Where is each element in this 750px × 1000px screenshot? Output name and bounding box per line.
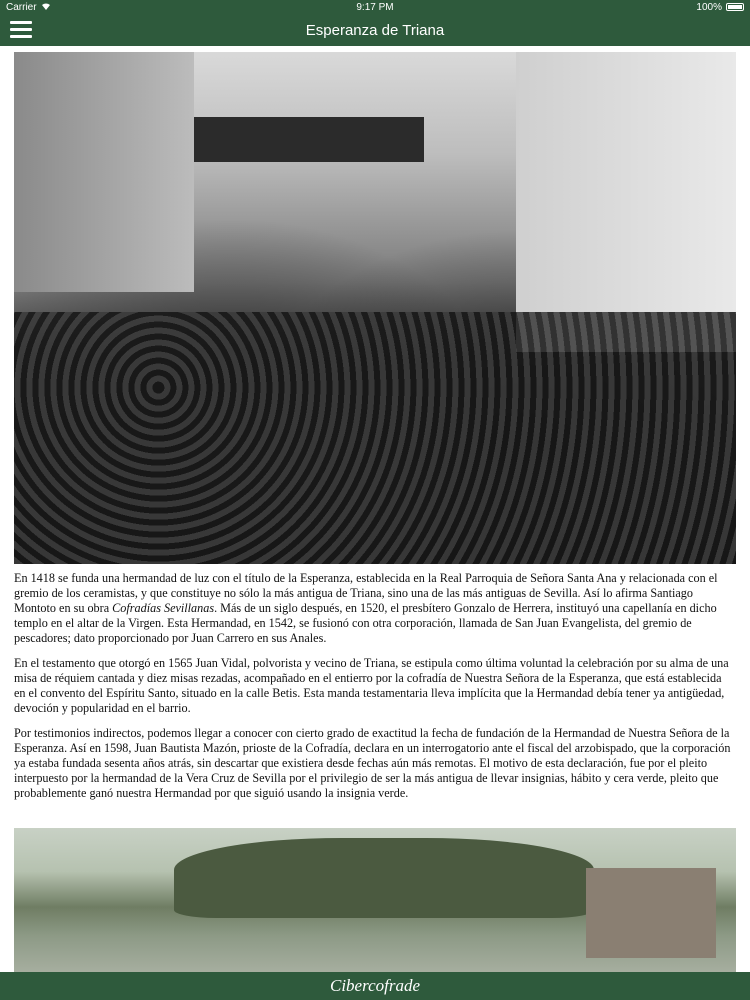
article-paragraph: En el testamento que otorgó en 1565 Juan Vidal, polvorista y vecino de Triana, se estipula como última voluntad la celebración por su alma de una misa de réquiem cantada y diez misas rezadas, acompañado en el entierro por la cofradía de Nuestra Señora de la Esperanza, que está establecida en el convento del Espíritu Santo, situado en la calle Betis. Esta manda testamentaria lleva implícita que la Hermandad debía tener ya antigüedad, devoción y popularidad en el barrio.: [14, 656, 729, 715]
article-body: [14, 571, 736, 811]
article-paragraph: En 1418 se funda una hermandad de luz con el título de la Esperanza, establecida en la Real Parroquia de Señora Santa Ana y relacionada con el gremio de los ceramistas, y que constituye no sólo la más antigua de Triana, sino una de las más antiguas de Sevilla. Así lo afirma Santiago Montoto en su obra Cofradías Sevillanas. Más de un siglo después, en 1520, el presbítero Gonzalo de Herrera, instituyó una capellanía en dicho templo en el altar de la Virgen. Esta Hermandad, en 1542, se fusionó con otra corporación, llamada de San Juan Evangelista, del gremio de pescadores; dato proporcionado por Juan Carrero en sus Anales.: [14, 571, 718, 645]
page-title: Esperanza de Triana: [305, 22, 445, 39]
status-bar: [0, 0, 750, 15]
landscape-photo: [14, 828, 736, 972]
navigation-bar: [0, 15, 750, 46]
battery-percent: 100%: [696, 2, 722, 13]
carrier-label: Carrier: [6, 2, 37, 13]
app-logo: Cibercofrade: [329, 976, 421, 995]
status-time: 9:17 PM: [356, 2, 394, 13]
procession-photo: [14, 52, 736, 564]
article-paragraph: Por testimonios indirectos, podemos llegar a conocer con cierto grado de exactitud la fecha de fundación de la Hermandad de Nuestra Señora de la Esperanza. Así en 1598, Juan Bautista Mazón, prioste de la Cofradía, declara en un interrogatorio ante el fiscal del arzobispado, que la corporación ya estaba fundada sesenta años atrás, sin descartar que existiera desde fechas aún más remotas. El motivo de esta declaración, fue por el pleito interpuesto por la hermandad de la Vera Cruz de Sevilla por el privilegio de ser la más antigua de llevar insignias, hábito y cera verde, pleito que probablemente ganó nuestra Hermandad por que siguió usando la insignia verde.: [14, 726, 731, 800]
bottom-bar: [0, 972, 750, 1000]
battery-icon: [726, 3, 744, 11]
